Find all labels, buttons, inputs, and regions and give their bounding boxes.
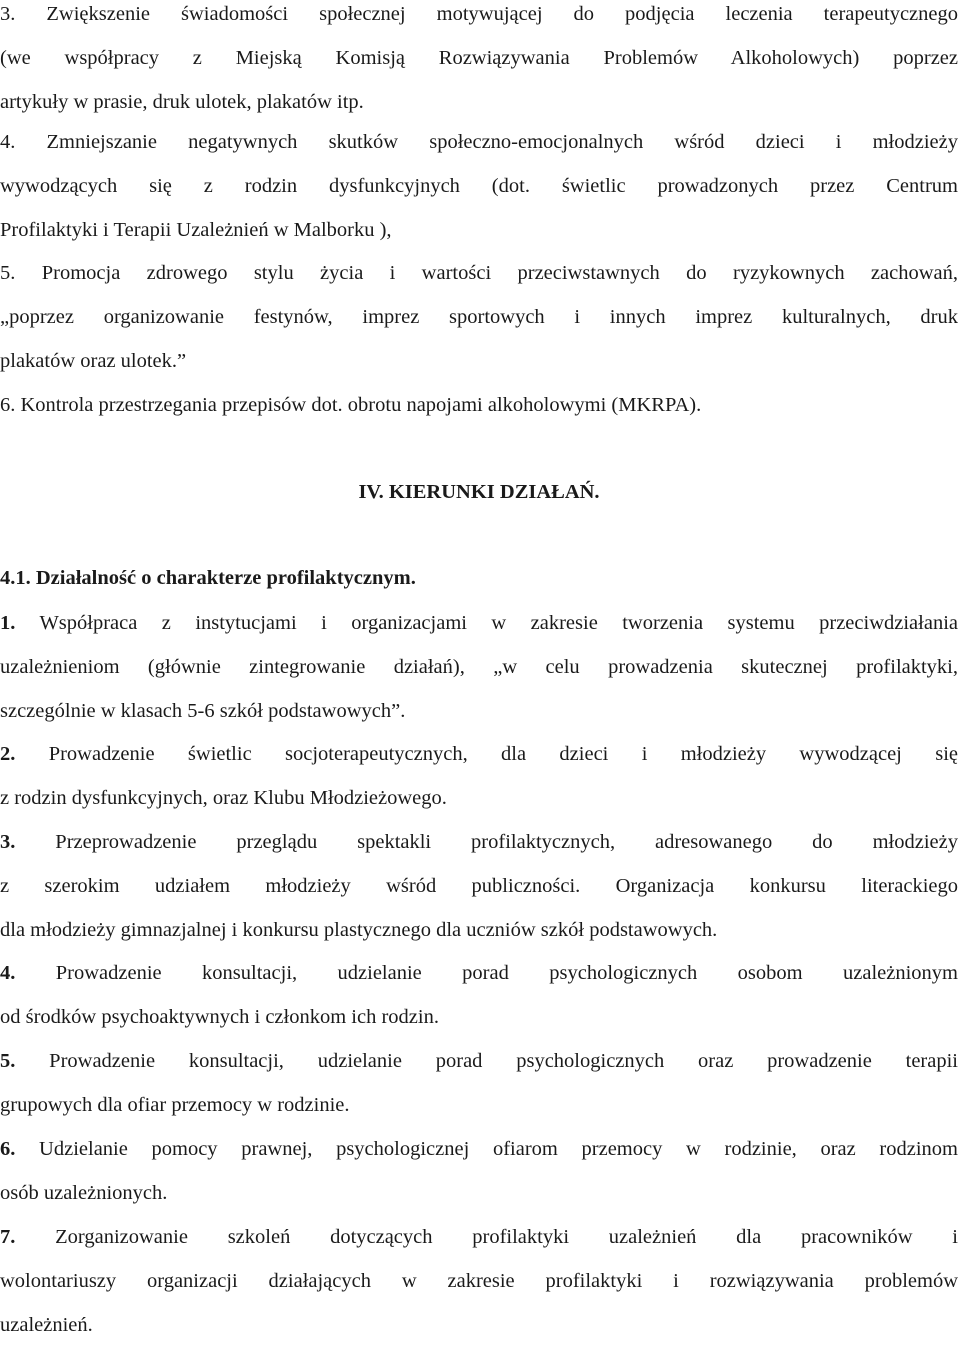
action-item-2 [0, 732, 958, 820]
list-item-4-line-3: Profilaktyki i Terapii Uzależnień w Malborku ), [0, 219, 392, 241]
action-item-7-number: 7. [0, 1226, 16, 1248]
list-item-6 [0, 383, 958, 427]
action-item-1-line-3: szczególnie w klasach 5-6 szkół podstawowych”. [0, 700, 406, 722]
action-item-6-number: 6. [0, 1138, 16, 1160]
list-item-6-line-1: 6. Kontrola przestrzegania przepisów dot. obrotu napojami alkoholowymi (MKRPA). [0, 394, 702, 416]
action-item-5 [0, 1039, 958, 1127]
action-item-2-text: Prowadzenie świetlic socjoterapeutycznych, dla dzieci i młodzieży wywodzącej się [15, 743, 958, 765]
action-item-7-line-1 [0, 1215, 958, 1259]
action-item-5-text: Prowadzenie konsultacji, udzielanie porad psychologicznych oraz prowadzenie terapii [15, 1050, 958, 1072]
action-item-2-line-1 [0, 732, 958, 776]
action-item-6-line-1 [0, 1127, 958, 1171]
action-item-6-line-2: osób uzależnionych. [0, 1182, 168, 1204]
action-item-1-text: Współpraca z instytucjami i organizacjami w zakresie tworzenia systemu przeciwdziałania [15, 612, 958, 634]
action-item-4-line-2: od środków psychoaktywnych i członkom ich rodzin. [0, 1006, 439, 1028]
action-item-5-line-2: grupowych dla ofiar przemocy w rodzinie. [0, 1094, 350, 1116]
action-item-3 [0, 820, 958, 952]
list-item-3-line-3: artykuły w prasie, druk ulotek, plakatów itp. [0, 91, 364, 113]
section-heading-text: 4.1. Działalność o charakterze profilaktycznym. [0, 567, 416, 589]
list-item-4-line-2: wywodzących się z rodzin dysfunkcyjnych (dot. świetlic prowadzonych przez Centrum [0, 175, 958, 197]
section-heading [0, 556, 958, 600]
action-item-4-number: 4. [0, 962, 16, 984]
list-item-4 [0, 120, 958, 252]
list-item-3-line-2: (we współpracy z Miejską Komisją Rozwiązywania Problemów Alkoholowych) poprzez [0, 47, 958, 69]
chapter-heading [0, 470, 958, 514]
action-item-4-line-1 [0, 951, 958, 995]
list-item-4-line-1: 4. Zmniejszanie negatywnych skutków społeczno-emocjonalnych wśród dzieci i młodzieży [0, 131, 958, 153]
action-item-2-number: 2. [0, 743, 16, 765]
list-item-5 [0, 251, 958, 383]
action-item-6-text: Udzielanie pomocy prawnej, psychologicznej ofiarom przemocy w rodzinie, oraz rodzinom [15, 1138, 958, 1160]
action-item-3-number: 3. [0, 831, 16, 853]
action-item-5-number: 5. [0, 1050, 16, 1072]
action-item-5-line-1 [0, 1039, 958, 1083]
action-item-3-line-2: z szerokim udziałem młodzieży wśród publiczności. Organizacja konkursu literackiego [0, 875, 958, 897]
action-item-2-line-2: z rodzin dysfunkcyjnych, oraz Klubu Młodzieżowego. [0, 787, 447, 809]
action-item-3-text: Przeprowadzenie przeglądu spektakli profilaktycznych, adresowanego do młodzieży [15, 831, 958, 853]
action-item-7-line-3: uzależnień. [0, 1314, 93, 1336]
action-item-1 [0, 601, 958, 733]
action-item-6 [0, 1127, 958, 1215]
action-item-7-text: Zorganizowanie szkoleń dotyczących profilaktyki uzależnień dla pracowników i [15, 1226, 958, 1248]
list-item-3 [0, 0, 958, 124]
list-item-5-line-2: „poprzez organizowanie festynów, imprez sportowych i innych imprez kulturalnych, druk [0, 306, 958, 328]
action-item-4-text: Prowadzenie konsultacji, udzielanie porad psychologicznych osobom uzależnionym [15, 962, 958, 984]
list-item-5-line-1: 5. Promocja zdrowego stylu życia i wartości przeciwstawnych do ryzykownych zachowań, [0, 262, 958, 284]
list-item-3-line-1: 3. Zwiększenie świadomości społecznej motywującej do podjęcia leczenia terapeutycznego [0, 3, 958, 25]
list-item-5-line-3: plakatów oraz ulotek.” [0, 350, 187, 372]
action-item-3-line-3: dla młodzieży gimnazjalnej i konkursu plastycznego dla uczniów szkół podstawowych. [0, 919, 718, 941]
action-item-7-line-2: wolontariuszy organizacji działających w zakresie profilaktyki i rozwiązywania problemów [0, 1270, 958, 1292]
action-item-1-line-2: uzależnieniom (głównie zintegrowanie działań), „w celu prowadzenia skutecznej profilaktyki, [0, 656, 958, 678]
action-item-7 [0, 1215, 958, 1347]
action-item-4 [0, 951, 958, 1039]
action-item-1-number: 1. [0, 612, 16, 634]
chapter-heading-text: IV. KIERUNKI DZIAŁAŃ. [358, 481, 600, 503]
action-item-1-line-1 [0, 601, 958, 645]
action-item-3-line-1 [0, 820, 958, 864]
